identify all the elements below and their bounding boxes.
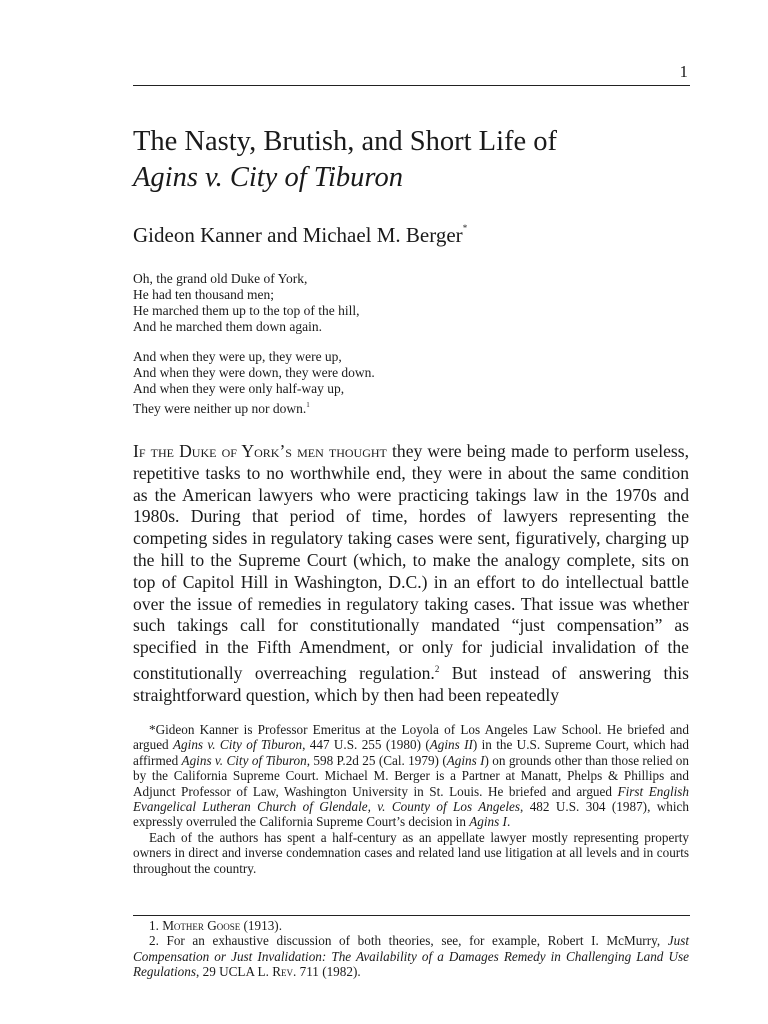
footnote-ref-2[interactable]: 2: [434, 663, 440, 674]
footnotes-rule: [133, 915, 690, 916]
verse-line: They were neither up nor down.$^1$: [133, 401, 310, 416]
body-text-part-2: But instead of answering this straightforward question, which by then had been repeatedly: [133, 662, 689, 705]
verse-line: And when they were only half-way up,: [133, 381, 345, 396]
verse-line: And when they were up, they were up,: [133, 349, 342, 364]
footnotes: [133, 918, 689, 980]
verse-line: He had ten thousand men;: [133, 287, 274, 302]
author-names: Gideon Kanner and Michael M. Berger: [133, 223, 463, 247]
footnote-2: 2. For an exhaustive discussion of both theories, see, for example, Robert I. McMurry, Just Compensation or Just Invalidation: The Availability of a Damages Remedy in Challenging Land Use Regulations, 29 UCLA L. Rev. 711 (1982).: [133, 933, 689, 980]
author-byline: [133, 214, 467, 249]
article-title: [133, 124, 693, 196]
verse-line: And when they were down, they were down.: [133, 365, 375, 380]
header-rule: [133, 85, 690, 86]
footnote-1: 1. Mother Goose (1913).: [149, 918, 282, 933]
body-paragraph: [133, 441, 689, 707]
verse-line: He marched them up to the top of the hill,: [133, 303, 360, 318]
title-line-1: The Nasty, Brutish, and Short Life of: [133, 126, 557, 157]
title-line-2: Agins v. City of Tiburon: [133, 162, 403, 193]
author-footnote-paragraph-1: *Gideon Kanner is Professor Emeritus at the Loyola of Los Angeles Law School. He briefed and argued Agins v. City of Tiburon, 447 U.S. 255 (1980) (Agins II) in the U.S. Supreme Court, which had affirmed Agins v. City of Tiburon, 598 P.2d 25 (Cal. 1979) (Agins I) on grounds other than those relied on by the California Supreme Court. Michael M. Berger is a Partner at Manatt, Phelps & Phillips and Adjunct Professor of Law, Washington University in St. Louis. He briefed and argued First English Evangelical Lutheran Church of Glendale, v. County of Los Angeles, 482 U.S. 304 (1987), which expressly overruled the California Supreme Court’s decision in Agins I.: [133, 722, 689, 830]
epigraph-stanza-2: [133, 349, 375, 417]
epigraph-stanza-1: [133, 271, 359, 335]
verse-line: And he marched them down again.: [133, 319, 322, 334]
body-text-part-1: they were being made to perform useless, repetitive tasks to no worthwhile end, they were in about the same condition as the American lawyers who were practicing takings law in the 1970s and 1980s. During that period of time, hordes of lawyers representing the competing sides in regulatory taking cases were sent, figuratively, charging up the hill to the Supreme Court (which, to make the analogy complete, sits on top of Capitol Hill in Washington, D.C.) in an effort to do intellectual battle over the issue of remedies in regulatory taking cases. That issue was whether such takings call for constitutionally mandated “just compensation” as specified in the Fifth Amendment, or only for judicial invalidation of the constitutionally overreaching regulation.: [133, 441, 689, 683]
footnote-ref-1[interactable]: 1: [306, 401, 310, 409]
author-note-marker: *: [462, 223, 468, 233]
author-footnote-paragraph-2: Each of the authors has spent a half-century as an appellate lawyer mostly representing property owners in direct and inverse condemnation cases and related land use litigation at all levels and in courts throughout the country.: [133, 829, 689, 876]
page-number: 1: [679, 62, 688, 81]
lead-in-small-caps: If the Duke of York’s men thought: [133, 441, 387, 461]
verse-line: Oh, the grand old Duke of York,: [133, 271, 308, 286]
author-footnote: [133, 722, 689, 876]
